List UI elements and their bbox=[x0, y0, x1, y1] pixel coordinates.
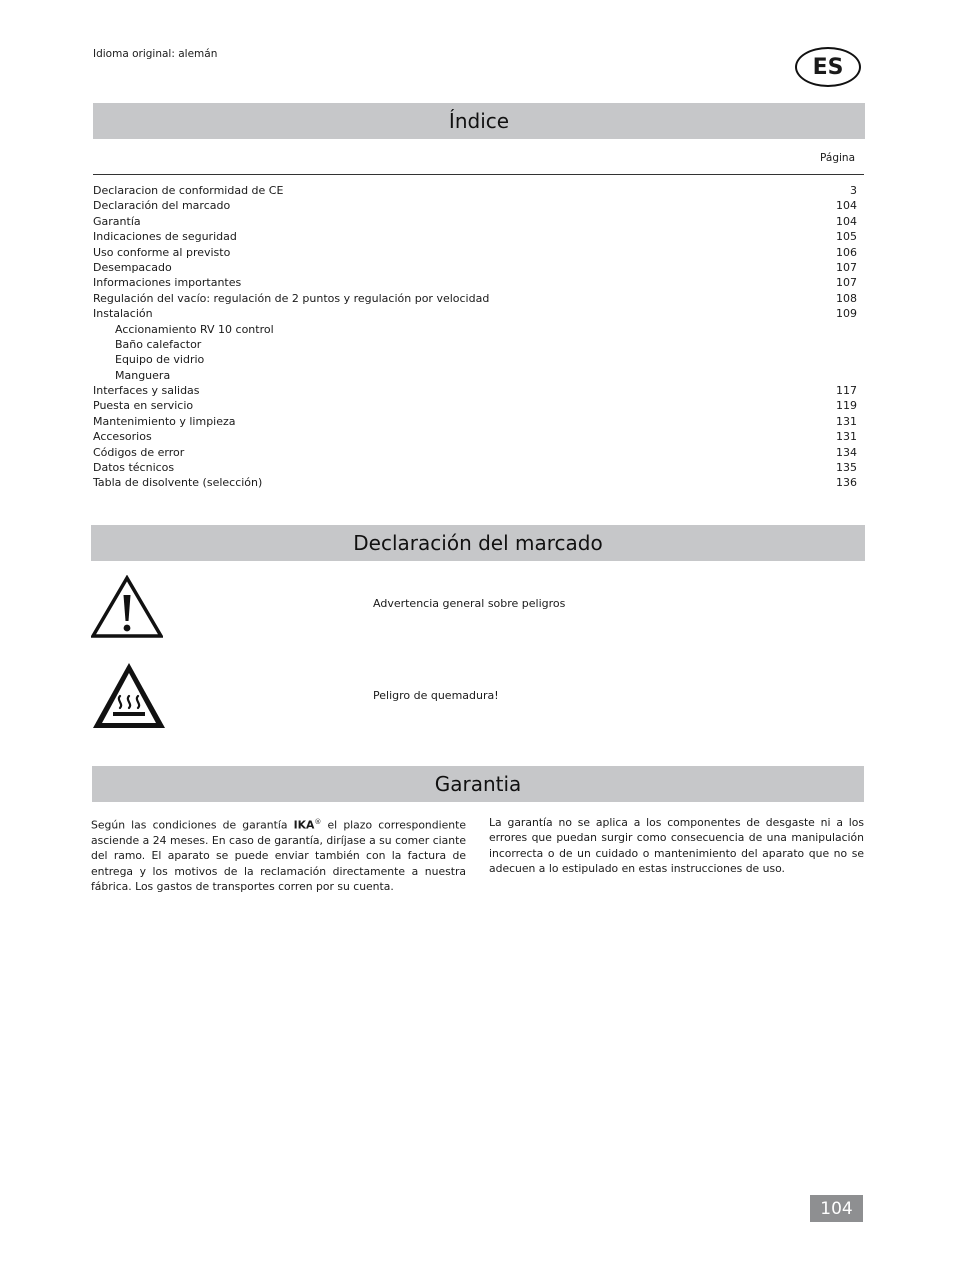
toc-entry[interactable] bbox=[93, 214, 857, 229]
toc-entry-label: Accionamiento RV 10 control bbox=[115, 322, 274, 336]
toc-entry-page: 104 bbox=[836, 214, 857, 228]
toc-entry[interactable] bbox=[93, 445, 857, 460]
toc-entry-label: Uso conforme al previsto bbox=[93, 245, 231, 259]
toc-entry-page: 107 bbox=[836, 276, 857, 290]
toc-entry-page: 136 bbox=[836, 476, 857, 490]
toc-entry-page: 3 bbox=[850, 184, 857, 197]
general-warning-text: Advertencia general sobre peligros bbox=[373, 597, 566, 610]
toc-entry-page: 131 bbox=[836, 414, 857, 428]
index-title: Índice bbox=[448, 109, 510, 133]
toc-entry-page: 105 bbox=[836, 230, 857, 244]
toc-entry[interactable] bbox=[93, 460, 857, 475]
toc-subentry[interactable] bbox=[93, 322, 857, 337]
toc-entry-label: Informaciones importantes bbox=[93, 276, 242, 290]
toc-subentry[interactable] bbox=[93, 368, 857, 383]
toc-entry-label: Baño calefactor bbox=[115, 337, 202, 351]
toc-entry-page: 108 bbox=[836, 291, 857, 305]
warranty-exclusions-paragraph: La garantía no se aplica a los componentes de desgaste ni a los errores que puedan surgir como consecuencia de una manipulación incorrecta o de un cuidado o mantenimiento del aparato que no se adecuen a lo estipulado en estas instrucciones de uso. bbox=[489, 816, 864, 876]
toc-entry-label: Accesorios bbox=[93, 430, 152, 444]
toc-entry-label: Puesta en servicio bbox=[93, 399, 194, 413]
toc-entry[interactable] bbox=[93, 398, 857, 413]
warranty-text-start: Según las condiciones de garantía bbox=[91, 818, 294, 832]
original-language-note: Idioma original: alemán bbox=[93, 48, 218, 60]
language-badge: ES bbox=[795, 47, 861, 87]
registered-mark: ® bbox=[314, 818, 322, 826]
toc-entry[interactable] bbox=[93, 275, 857, 290]
toc-entry-label: Regulación del vacío: regulación de 2 puntos y regulación por velocidad bbox=[93, 291, 490, 305]
warranty-terms-paragraph bbox=[91, 815, 466, 895]
toc-entry[interactable] bbox=[93, 383, 857, 398]
toc-entry-label: Manguera bbox=[115, 368, 171, 382]
toc-entry-label: Códigos de error bbox=[93, 445, 185, 459]
toc-divider bbox=[93, 174, 864, 175]
toc-entry[interactable] bbox=[93, 475, 857, 490]
toc-entry[interactable] bbox=[93, 306, 857, 321]
toc-entry-label: Indicaciones de seguridad bbox=[93, 230, 237, 244]
table-of-contents bbox=[93, 183, 857, 491]
toc-entry-page: 104 bbox=[836, 199, 857, 213]
toc-entry-page: 119 bbox=[836, 399, 857, 413]
toc-entry-page: 117 bbox=[836, 384, 857, 398]
toc-entry-page: 135 bbox=[836, 461, 857, 475]
burn-hazard-text: Peligro de quemadura! bbox=[373, 689, 499, 702]
general-warning-triangle-icon bbox=[91, 575, 163, 639]
toc-entry[interactable] bbox=[93, 414, 857, 429]
warranty-text-rest: el plazo correspondiente asciende a 24 meses. En caso de garantía, diríjase a su comer ciante del ramo. El aparato se puede enviar también con la factura de entrega y los motivos de la reclamación directamente a nuestra fábrica. Los gastos de transportes corren por su cuenta. bbox=[91, 818, 466, 894]
toc-entry-label: Instalación bbox=[93, 307, 153, 321]
toc-entry-page: 106 bbox=[836, 245, 857, 259]
toc-entry-label: Datos técnicos bbox=[93, 461, 175, 475]
toc-entry-label: Interfaces y salidas bbox=[93, 384, 200, 398]
toc-entry-label: Declaración del marcado bbox=[93, 199, 231, 213]
toc-subentry[interactable] bbox=[93, 352, 857, 367]
toc-entry-page: 107 bbox=[836, 260, 857, 274]
toc-entry-label: Desempacado bbox=[93, 260, 172, 274]
marking-section-header bbox=[91, 525, 865, 561]
toc-subentry[interactable] bbox=[93, 337, 857, 352]
warranty-title: Garantia bbox=[434, 772, 522, 796]
toc-entry-label: Declaracion de conformidad de CE bbox=[93, 184, 284, 197]
toc-entry[interactable] bbox=[93, 429, 857, 444]
brand-name: IKA bbox=[293, 818, 315, 832]
toc-entry-page: 131 bbox=[836, 430, 857, 444]
toc-entry[interactable] bbox=[93, 291, 857, 306]
warranty-section-header bbox=[92, 766, 864, 802]
toc-entry[interactable] bbox=[93, 198, 857, 213]
toc-entry-label: Equipo de vidrio bbox=[115, 353, 205, 367]
index-section-header bbox=[93, 103, 865, 139]
page-number: 104 bbox=[810, 1195, 863, 1222]
toc-entry-label: Tabla de disolvente (selección) bbox=[93, 476, 263, 490]
page-column-label: Página bbox=[820, 152, 855, 164]
toc-entry-page: 109 bbox=[836, 307, 857, 321]
hot-surface-warning-icon bbox=[91, 661, 167, 730]
toc-entry-label: Mantenimiento y limpieza bbox=[93, 414, 236, 428]
toc-entry-page: 134 bbox=[836, 445, 857, 459]
toc-entry[interactable] bbox=[93, 245, 857, 260]
toc-entry[interactable] bbox=[93, 183, 857, 198]
toc-entry-label: Garantía bbox=[93, 214, 141, 228]
toc-entry[interactable] bbox=[93, 229, 857, 244]
marking-title: Declaración del marcado bbox=[353, 531, 603, 555]
toc-entry[interactable] bbox=[93, 260, 857, 275]
